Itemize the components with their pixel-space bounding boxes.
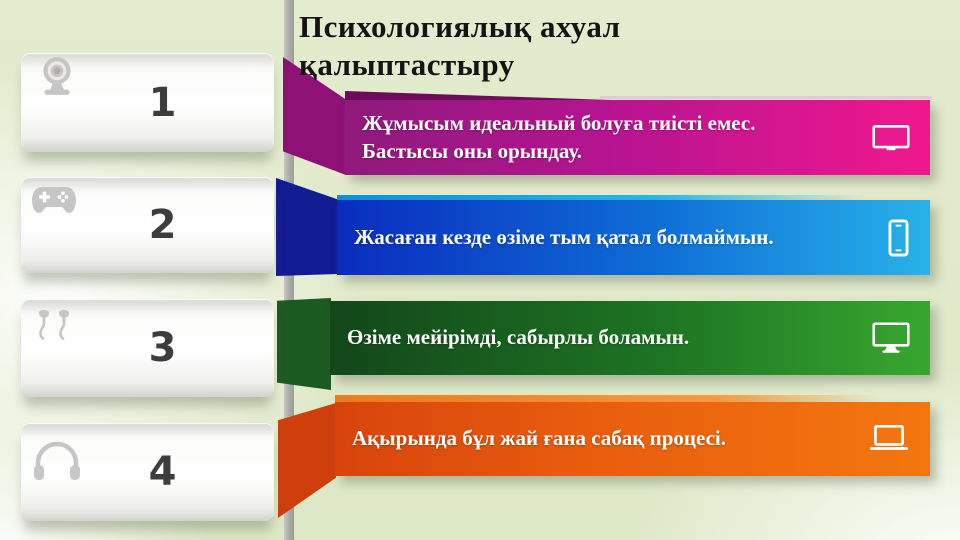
ribbon-top-highlight-1: [600, 96, 932, 99]
ribbon-top-face-4: [335, 395, 880, 402]
banner-text-3: [330, 324, 769, 352]
step-card-2: [21, 177, 274, 273]
laptop-icon: [868, 425, 910, 454]
step-number: 3: [148, 325, 177, 371]
smartphone-icon: [887, 219, 910, 257]
ribbon-fold-2: [276, 178, 338, 276]
slide-title-line2: қалыптастыру: [299, 47, 515, 82]
step-card-4: [21, 423, 274, 521]
banner-1-line2: Бастысы оны орындау.: [362, 138, 583, 163]
step-number: 2: [148, 202, 177, 248]
monitor-icon: [872, 322, 910, 354]
banner-1-line1: Жұмысым идеальный болуға тиісті емес.: [362, 110, 756, 135]
banner-text-1: [345, 110, 835, 165]
tv-icon: [872, 123, 910, 152]
slide-title: [299, 8, 939, 84]
banner-text-2: [337, 224, 854, 252]
ribbon-banner-1: [345, 100, 930, 175]
banner-3-line1: Өзіме мейірімді, сабырлы боламын.: [347, 325, 690, 350]
ribbon-banner-3: [330, 301, 930, 375]
headphones-icon: [30, 439, 84, 488]
webcam-icon: [36, 54, 78, 103]
step-card-1: [21, 53, 274, 152]
ribbon-top-face-1: [345, 91, 610, 100]
step-number: 1: [148, 79, 177, 126]
ribbon-banner-4: [335, 402, 930, 476]
banner-2-line1: Жасаған кезде өзіме тым қатал болмаймын.: [354, 224, 774, 249]
step-number: 4: [148, 449, 177, 495]
banner-text-4: [335, 425, 806, 453]
banner-4-line1: Ақырында бұл жай ғана сабақ процесі.: [352, 426, 726, 451]
ribbon-fold-3: [277, 298, 331, 390]
ribbon-banner-2: [337, 200, 930, 275]
earbuds-icon: [33, 309, 77, 354]
gamepad-icon: [30, 185, 78, 220]
step-card-3: [21, 299, 274, 397]
ribbon-fold-4: [278, 403, 336, 518]
slide-title-line1: Психологиялық ахуал: [299, 9, 621, 44]
